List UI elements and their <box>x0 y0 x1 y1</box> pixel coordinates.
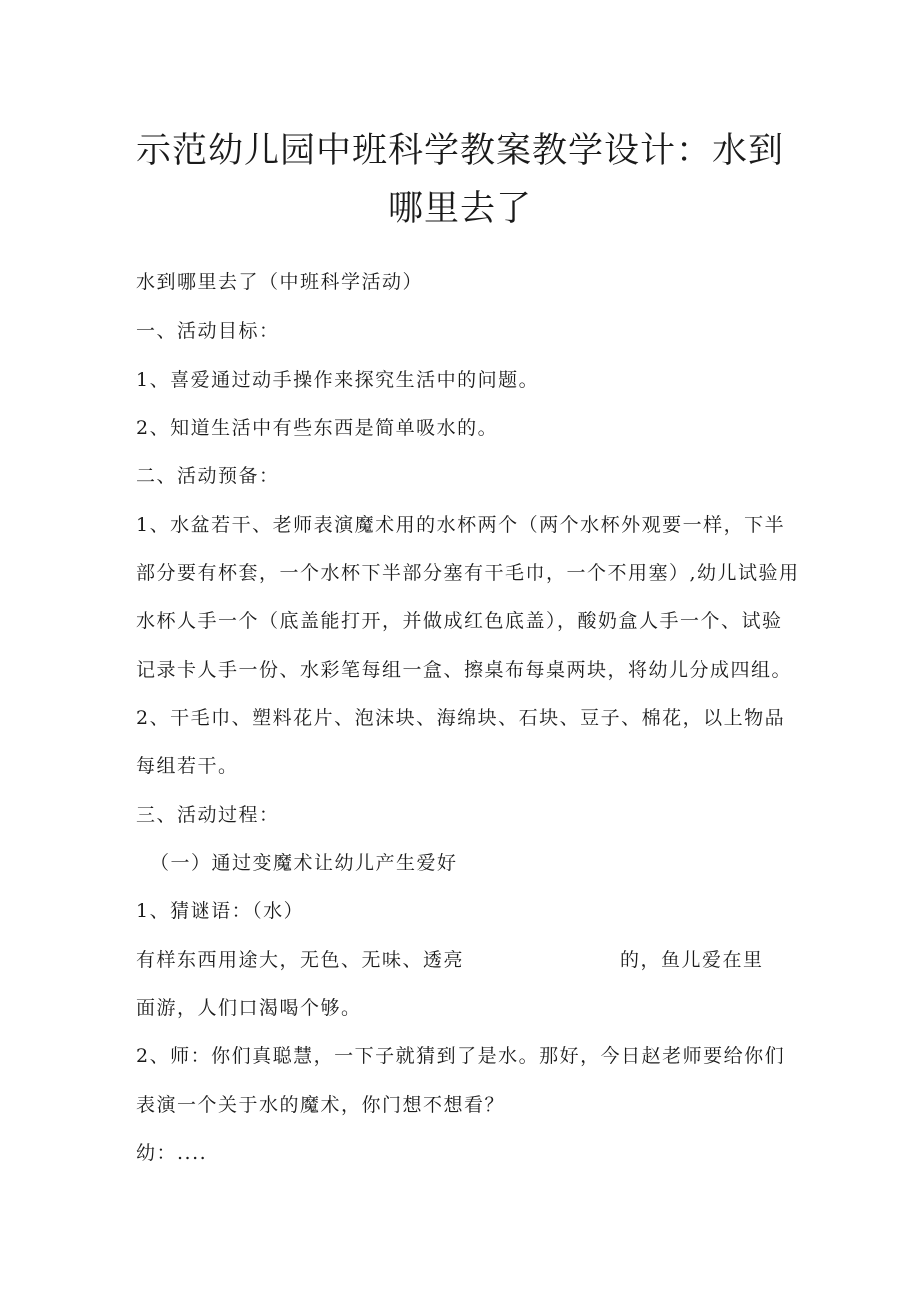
goal-item-2: 2、知道生活中有些东西是简单吸水的。 <box>136 417 499 439</box>
prep-item-2-line: 每组若干。 <box>136 755 239 777</box>
step-2-line: 2、师：你们真聪慧，一下子就猜到了是水。那好，今日赵老师要给你们 <box>136 1045 786 1067</box>
riddle-line-right: 的，鱼儿爱在里 <box>620 949 764 971</box>
step-1: 1、猜谜语：（水） <box>136 900 305 922</box>
prep-item-1-line: 部分要有杯套，一个水杯下半部分塞有干毛巾，一个不用塞）,幼儿试验用 <box>136 562 800 584</box>
document-title: 示范幼儿园中班科学教案教学设计：水到哪里去了 <box>135 131 784 229</box>
section-heading-goals: 一、活动目标： <box>136 320 280 342</box>
subsection-heading: （一）通过变魔术让幼儿产生爱好 <box>150 852 458 874</box>
riddle-line-2: 面游，人们口渴喝个够。 <box>136 997 362 1019</box>
section-heading-preparation: 二、活动预备： <box>136 465 280 487</box>
step-2-line: 表演一个关于水的魔术，你门想不想看？ <box>136 1094 506 1116</box>
section-heading-process: 三、活动过程： <box>136 804 280 826</box>
prep-item-1-line: 1、水盆若干、老师表演魔术用的水杯两个（两个水杯外观要一样，下半 <box>136 514 786 536</box>
prep-item-1-line: 水杯人手一个（底盖能打开，并做成红色底盖），酸奶盒人手一个、试验 <box>136 610 783 632</box>
prep-item-1-line: 记录卡人手一份、水彩笔每组一盒、擦桌布每桌两块，将幼儿分成四组。 <box>136 659 793 681</box>
document-subtitle: 水到哪里去了（中班科学活动） <box>136 271 424 293</box>
goal-item-1: 1、喜爱通过动手操作来探究生活中的问题。 <box>136 369 540 391</box>
child-reply: 幼：.... <box>136 1142 208 1164</box>
riddle-line-left: 有样东西用途大，无色、无味、透亮 <box>136 949 465 971</box>
prep-item-2-line: 2、干毛巾、塑料花片、泡沫块、海绵块、石块、豆子、棉花，以上物品 <box>136 707 786 729</box>
